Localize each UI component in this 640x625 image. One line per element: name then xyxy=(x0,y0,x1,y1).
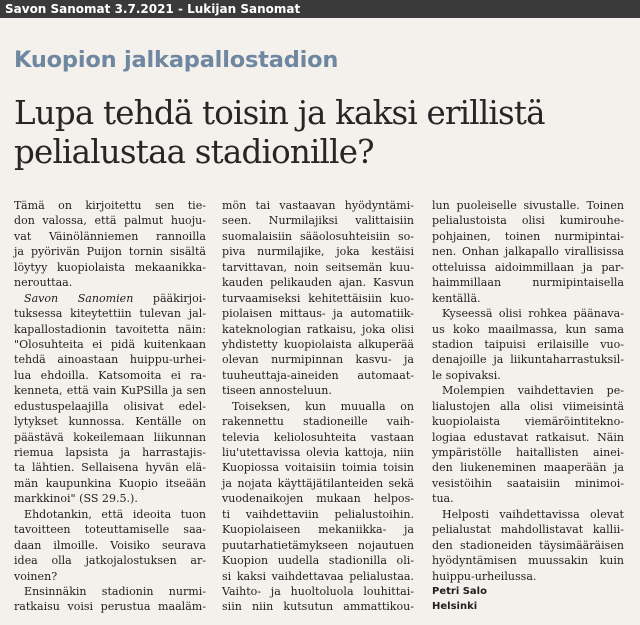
article-line: logiaa edustavat ratkaisut. Näin xyxy=(432,430,624,444)
article-line: siin niin kutsutun ammattikou- xyxy=(222,600,414,614)
article-line: Savon Sanomien pääkirjoi- xyxy=(24,291,206,305)
article-line: si kaksi vaihdettavaa pelialustaa. xyxy=(222,569,414,583)
source-text: Savon Sanomat 3.7.2021 - Lukijan Sanomat xyxy=(5,2,301,16)
article-line: edustuspelaajilla olisivat edel- xyxy=(14,399,206,413)
article-line: seen. Nurmilajiksi valittaisiin xyxy=(222,214,414,228)
headline-line-2: pelialustaa stadionille? xyxy=(14,133,374,171)
article-line: Molempien vaihdettavien pe- xyxy=(442,384,624,398)
article-line: tavoitteen toteuttamiselle saa- xyxy=(14,523,206,537)
article-line: us koko maailmassa, kun sama xyxy=(432,322,624,336)
article-line: män kaupunkina Kuopio itseään xyxy=(14,476,206,490)
article-line: lytykset kunnossa. Kentälle on xyxy=(14,415,206,429)
article-column-3 xyxy=(432,198,624,615)
article-line: Kuopiossa voitaisiin toimia toisin xyxy=(222,461,414,475)
article-line: daan ilmoille. Voisiko seurava xyxy=(14,538,206,552)
article-line: vuodenaikojen mukaan helpos- xyxy=(222,492,414,506)
article-line: denajoille ja liikuntaharrastuksil- xyxy=(432,353,624,367)
article-line: Kyseessä olisi rohkea päänava- xyxy=(442,307,624,321)
article-line: tiseen annosteluun. xyxy=(222,384,332,398)
article-line: piolaisen mittaus- ja automatiik- xyxy=(222,307,414,321)
article-line: don valossa, että palmut huoju- xyxy=(14,214,206,228)
article-line: ti vaihdettaviin pelialustoihin. xyxy=(222,507,414,521)
article-line: idea olla jatkojalostuksen ar- xyxy=(14,554,206,568)
article-line: vesistöihin saataisiin minimoi- xyxy=(432,476,624,490)
article-line: Tämä on kirjoitettu sen tie- xyxy=(14,199,206,212)
article-line: tehdä ainoastaan huippu-urhei- xyxy=(14,353,206,367)
article-line: den liukeneminen maaperään ja xyxy=(432,461,624,475)
article-line: nerouttaa. xyxy=(14,276,73,290)
article-line: tuksessa kiteytettiin tulevan jal- xyxy=(14,307,206,321)
article-line: puutarhatietämykseen nojautuen xyxy=(222,538,414,552)
article-line: ympäristölle haitallisten ainei- xyxy=(432,446,624,459)
byline: Petri Salo xyxy=(432,585,487,597)
article-line: riemua lapsista ja harrastajis- xyxy=(14,446,206,459)
article-line: suomalaisiin sääolosuhteisiin so- xyxy=(222,229,414,243)
article-line: yhdistetty kuopiolaista alkuperää xyxy=(222,337,414,351)
article-line: otteluissa aidoimmillaan ja par- xyxy=(432,260,624,274)
article-line: turvaamiseksi kehitettäisiin kuo- xyxy=(222,291,414,305)
article-line: rakennettu stadioneille vaih- xyxy=(222,415,414,429)
byline: Helsinki xyxy=(432,601,478,613)
article-line: Vaihto- ja huoltoluola louhittai- xyxy=(222,584,414,598)
article-line: tarvittavan, noin seitsemän kuu- xyxy=(222,260,414,274)
article-line: Helposti vaihdettavissa olevat xyxy=(442,507,624,521)
article-line: kauden pelikauden ajan. Kasvun xyxy=(222,276,414,290)
article-line: Toiseksen, kun muualla on xyxy=(232,399,414,413)
article-line: nen. Onhan jalkapallo virallisissa xyxy=(432,245,624,259)
article-line: vat Väinölänniemen rannoilla xyxy=(14,229,206,243)
article-line: Ehdotankin, että ideoita tuon xyxy=(24,507,206,521)
article-line: den stadioneiden täysimääräisen xyxy=(432,538,624,552)
article-line: ja nojata käyttäjätilanteiden sekä xyxy=(222,476,414,490)
article-line: lun puoleiselle sivustalle. Toinen xyxy=(432,199,624,212)
article-line: "Olosuhteita ei pidä kuitenkaan xyxy=(14,337,206,351)
article-line: Kuopiolaiseen mekaniikka- ja xyxy=(222,523,414,537)
article-line: mön tai vastaavan hyödyntämi- xyxy=(222,199,414,212)
article-line: Ensinnäkin stadionin nurmi- xyxy=(24,584,206,598)
article-line: lialustojen alla olisi viimeisintä xyxy=(432,399,624,413)
article-line: ratkaisu voisi perustua maaläm- xyxy=(14,600,206,614)
article-line: le sopivaksi. xyxy=(432,368,501,382)
article-line: löytyy kuopiolaista mekaanikka- xyxy=(14,260,206,274)
article-line: ta lähtien. Sellaisena hyvän elä- xyxy=(14,461,206,475)
article-line: stadion taipuisi erilaisille vuo- xyxy=(432,337,624,351)
newspaper-name: Savon Sanomien xyxy=(24,291,134,305)
article-line: voinen? xyxy=(14,569,58,583)
article-line: päästävä kokeilemaan liikunnan xyxy=(14,430,206,444)
article-line: pohjainen, toinen nurmipintai- xyxy=(432,229,624,243)
article-column-2 xyxy=(222,198,414,615)
section-kicker: Kuopion jalkapallostadion xyxy=(14,47,339,73)
article-line: kapallostadionin tavoitetta näin: xyxy=(14,322,206,336)
source-bar xyxy=(0,0,640,18)
article-line: markkinoi" (SS 29.5.). xyxy=(14,492,138,506)
article-line: kenneta, että vain KuPSilla ja sen xyxy=(14,384,206,398)
article-line: Kuopion uudella stadionilla oli- xyxy=(222,554,414,568)
article-line: tua. xyxy=(432,492,454,506)
article-line: olevan nurmipinnan kasvu- ja xyxy=(222,353,414,367)
article-line: lua ehdoilla. Katsomoita ei ra- xyxy=(14,368,206,382)
article-line: pelialustat mahdollistavat kallii- xyxy=(432,523,624,537)
article-line: hyödyntämisen muussakin kuin xyxy=(432,554,624,568)
article-line: kuopiolaista viemäröintitekno- xyxy=(432,415,624,429)
article-line: liu'utettavissa olevia kattoja, niin xyxy=(222,446,414,459)
article-column-1 xyxy=(14,198,206,615)
article-line: pelialustoista olisi kumirouhe- xyxy=(432,214,624,228)
article-line: haimmillaan nurmipintaisella xyxy=(432,276,624,290)
headline-line-1: Lupa tehdä toisin ja kaksi erillistä xyxy=(14,94,545,132)
article-line: tuuheuttaja-aineiden automaat- xyxy=(222,368,414,382)
headline xyxy=(14,94,626,172)
article-line: ja pyörivän Puijon tornin sisältä xyxy=(14,245,206,259)
article-line: kateknologian ratkaisu, joka olisi xyxy=(222,322,414,336)
article-line: televia keliolosuhteita vastaan xyxy=(222,430,414,444)
article-line: piva nurmilajike, joka kestäisi xyxy=(222,245,414,259)
article-line: huippu-urheilussa. xyxy=(432,569,537,583)
article-line: kentällä. xyxy=(432,291,481,305)
